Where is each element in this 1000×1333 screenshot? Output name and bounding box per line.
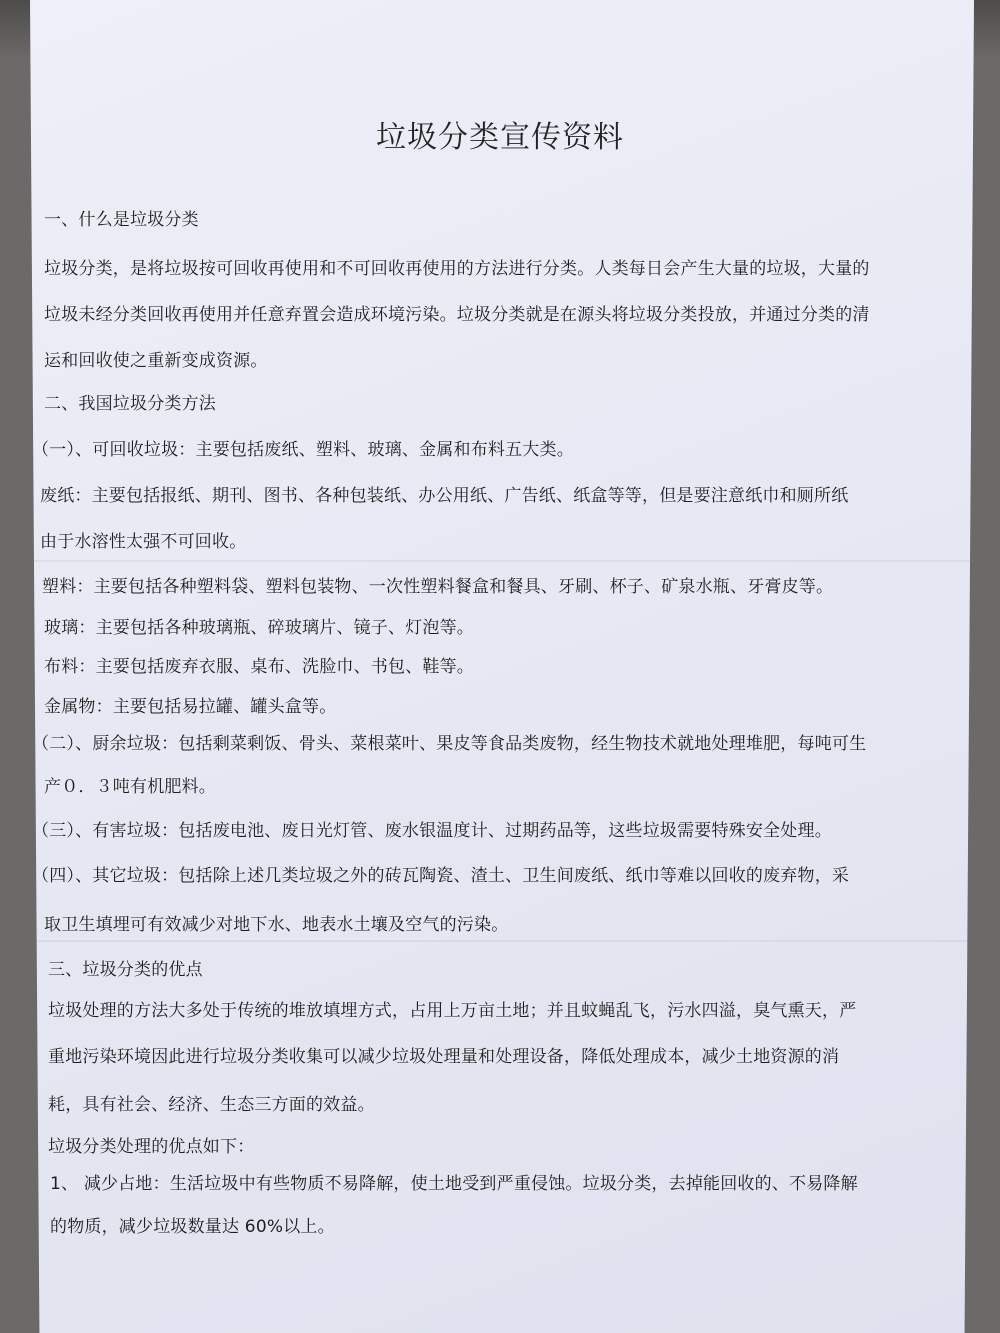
paper-fold — [30, 560, 974, 562]
section-heading-methods: 二、我国垃圾分类方法 — [44, 394, 216, 414]
section-heading-advantages: 三、垃圾分类的优点 — [48, 960, 203, 980]
body-line: 的物质，减少垃圾数量达 60%以上。 — [50, 1217, 335, 1237]
body-line: 玻璃：主要包括各种玻璃瓶、碎玻璃片、镜子、灯泡等。 — [44, 618, 474, 638]
body-line: 产０．３吨有机肥料。 — [44, 777, 216, 797]
body-line: 金属物：主要包括易拉罐、罐头盒等。 — [44, 697, 337, 717]
subsection-recyclable: （一）、可回收垃圾：主要包括废纸、塑料、玻璃、金属和布料五大类。 — [32, 440, 574, 460]
section-heading-what-is: 一、什么是垃圾分类 — [44, 210, 199, 230]
subsection-other-waste: （四）、其它垃圾：包括除上述几类垃圾之外的砖瓦陶瓷、渣土、卫生间废纸、纸巾等难以回收的废弃物，采 — [32, 866, 850, 886]
subsection-hazardous: （三）、有害垃圾：包括废电池、废日光灯管、废水银温度计、过期药品等，这些垃圾需要特殊安全处理。 — [32, 821, 832, 841]
body-line: 重地污染环境因此进行垃圾分类收集可以减少垃圾处理量和处理设备，降低处理成本，减少土地资源的消 — [48, 1047, 840, 1067]
body-line: 垃圾分类，是将垃圾按可回收再使用和不可回收再使用的方法进行分类。人类每日会产生大量的垃圾，大量的 — [44, 259, 870, 279]
body-line: 垃圾分类处理的优点如下： — [48, 1137, 255, 1157]
list-item-reduce-land: 1、 减少占地：生活垃圾中有些物质不易降解，使土地受到严重侵蚀。垃圾分类，去掉能回收的、不易降解 — [50, 1174, 858, 1194]
body-line: 耗，具有社会、经济、生态三方面的效益。 — [48, 1095, 375, 1115]
body-line: 运和回收使之重新变成资源。 — [44, 351, 268, 371]
body-line: 废纸：主要包括报纸、期刊、图书、各种包装纸、办公用纸、广告纸、纸盒等等，但是要注意纸巾和厕所纸 — [40, 486, 849, 506]
body-line: 布料：主要包括废弃衣服、桌布、洗脸巾、书包、鞋等。 — [44, 657, 474, 677]
subsection-kitchen-waste: （二）、厨余垃圾：包括剩菜剩饭、骨头、菜根菜叶、果皮等食品类废物，经生物技术就地处理堆肥，每吨可生 — [32, 734, 867, 754]
body-line: 垃圾未经分类回收再使用并任意弃置会造成环境污染。垃圾分类就是在源头将垃圾分类投放，并通过分类的清 — [44, 305, 870, 325]
body-line: 垃圾处理的方法大多处于传统的堆放填埋方式，占用上万亩土地；并且蚊蝇乱飞，污水四溢，臭气熏天，严 — [48, 1001, 857, 1021]
body-line: 塑料：主要包括各种塑料袋、塑料包装物、一次性塑料餐盒和餐具、牙刷、杯子、矿泉水瓶、牙膏皮等。 — [42, 577, 834, 597]
body-line: 由于水溶性太强不可回收。 — [40, 532, 247, 552]
paper-fold — [30, 940, 974, 942]
document-title: 垃圾分类宣传资料 — [376, 120, 624, 155]
body-line: 取卫生填埋可有效减少对地下水、地表水土壤及空气的污染。 — [44, 915, 509, 935]
